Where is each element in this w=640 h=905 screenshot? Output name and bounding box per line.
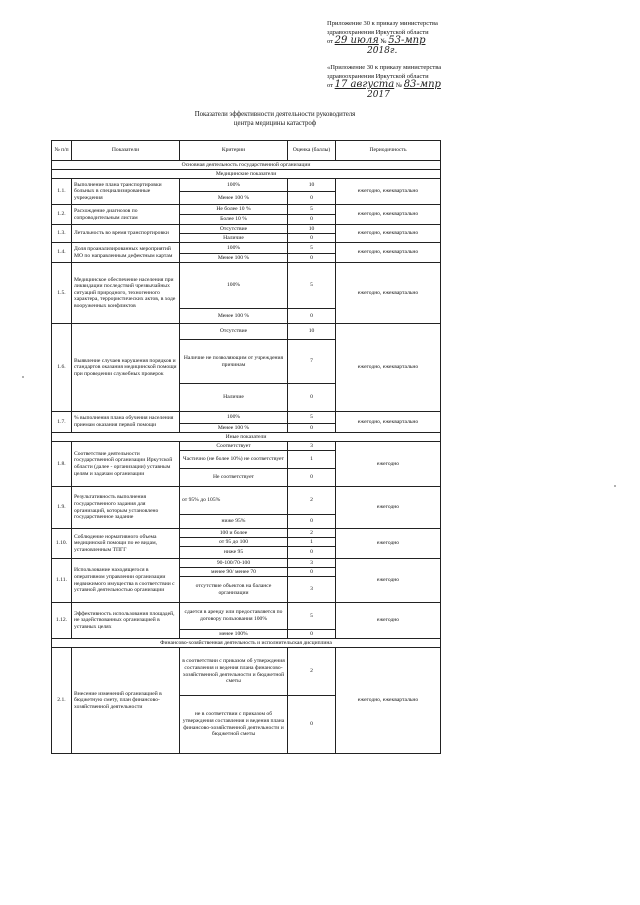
document-title <box>130 110 420 128</box>
periodicity: ежегодно, ежеквартально <box>336 225 441 243</box>
table-row <box>52 648 441 696</box>
criterion: сдается в аренду или предоставляется по договору пользования 100% <box>180 603 288 630</box>
score: 3 <box>288 442 336 451</box>
score: 5 <box>288 243 336 254</box>
criterion: ниже 95 <box>180 547 288 559</box>
criterion: 100% <box>180 263 288 309</box>
criterion: Менее 100 % <box>180 309 288 324</box>
periodicity: ежегодно, ежеквартально <box>336 648 441 754</box>
order-reference-new <box>327 20 517 56</box>
header-line: здравоохранения Иркутской области <box>327 72 429 80</box>
score: 10 <box>288 225 336 234</box>
table-row <box>52 205 441 215</box>
periodicity: ежегодно, ежеквартально <box>336 179 441 205</box>
scan-speck <box>614 485 616 487</box>
row-number: 1.3. <box>52 225 72 243</box>
criterion: Более 10 % <box>180 215 288 225</box>
row-number: 1.4. <box>52 243 72 263</box>
column-header: Периодичность <box>336 141 441 161</box>
column-header: Оценка (баллы) <box>288 141 336 161</box>
table-row <box>52 603 441 630</box>
score: 0 <box>288 696 336 754</box>
indicator-name: Эффективность использования площадей, не задействованных организацией в уставных целях <box>72 603 180 639</box>
table-row <box>52 442 441 451</box>
scan-speck <box>22 376 24 378</box>
criterion: Наличие <box>180 384 288 412</box>
table-row <box>52 412 441 424</box>
title-line: центра медицины катастроф <box>233 120 317 127</box>
criterion: Менее 100 % <box>180 254 288 263</box>
table-header-row <box>52 141 441 161</box>
indicator-name: % выполнения плана обучения населения приемам оказания первой помощи <box>72 412 180 433</box>
section-heading: Основная деятельность государственной организации <box>52 161 441 170</box>
periodicity: ежегодно, ежеквартально <box>336 324 441 412</box>
row-number: 1.11. <box>52 559 72 603</box>
indicators-table <box>51 140 441 754</box>
indicator-name: Летальность во время транспортировки <box>72 225 180 243</box>
criterion: 90-100/70-100 <box>180 559 288 568</box>
score: 3 <box>288 559 336 568</box>
indicator-name: Соблюдение нормативного объема медицинской помощи по ее видам, установленным ТПГГ <box>72 529 180 559</box>
score: 2 <box>288 487 336 515</box>
criterion: Наличие <box>180 234 288 243</box>
score: 10 <box>288 179 336 192</box>
score: 0 <box>288 234 336 243</box>
criterion: Частично (не более 10%) не соответствует <box>180 451 288 469</box>
table-row <box>52 263 441 309</box>
indicator-name: Внесение изменений организацией в бюджетную смету, план финансово-хозяйственной деятельности <box>72 648 180 754</box>
indicator-name: Доля проанализированных мероприятий МО по направленным дефектным картам <box>72 243 180 263</box>
subsection-heading: Иные показатели <box>52 433 441 442</box>
criterion: от 95 до 100 <box>180 538 288 547</box>
criterion: 100% <box>180 179 288 192</box>
criterion: Менее 100 % <box>180 424 288 433</box>
criterion: Отсутствие <box>180 225 288 234</box>
header-line: Приложение 30 к приказу министерства <box>327 20 438 27</box>
score: 2 <box>288 529 336 538</box>
indicator-name: Соответствие деятельности государственной организации Иркутской области (далее - организации) уставным целям и задачам организации <box>72 442 180 487</box>
criterion: Не более 10 % <box>180 205 288 215</box>
periodicity: ежегодно <box>336 442 441 487</box>
criterion: в соответствии с приказом об утверждения составления и ведения плана финансово-хозяйственной деятельности и бюджетной сметы <box>180 648 288 696</box>
table-row <box>52 324 441 340</box>
score: 5 <box>288 412 336 424</box>
handwritten-number: 83-мпр <box>403 79 441 90</box>
score: 0 <box>288 630 336 639</box>
header-line: здравоохранения Иркутской области <box>327 28 429 36</box>
indicator-name: Расхождение диагнозов по сопроводительным листам <box>72 205 180 225</box>
row-number: 1.8. <box>52 442 72 487</box>
criterion: Отсутствие <box>180 324 288 340</box>
score: 1 <box>288 538 336 547</box>
criterion: от 95% до 105% <box>180 487 288 515</box>
handwritten-date: 17 августа <box>334 79 395 90</box>
row-number: 2.1. <box>52 648 72 754</box>
periodicity: ежегодно, ежеквартально <box>336 263 441 324</box>
row-number: 1.5. <box>52 263 72 324</box>
row-number: 1.6. <box>52 324 72 412</box>
score: 0 <box>288 254 336 263</box>
indicator-name: Выявление случаев нарушения порядков и стандартов оказания медицинской помощи при проведении служебных проверок <box>72 324 180 412</box>
handwritten-year: 2018г. <box>367 45 398 56</box>
score: 1 <box>288 451 336 469</box>
periodicity: ежегодно <box>336 487 441 529</box>
score: 0 <box>288 309 336 324</box>
criterion: 100% <box>180 243 288 254</box>
score: 5 <box>288 205 336 215</box>
criterion: Не соответствует <box>180 469 288 487</box>
indicator-name: Использование находящегося в оперативном управлении организации недвижимого имущества в соответствии с уставной деятельностью организации <box>72 559 180 603</box>
handwritten-year: 2017 <box>367 89 390 100</box>
row-number: 1.7. <box>52 412 72 433</box>
criterion: Наличие не позволяющим от учреждения причинам <box>180 340 288 384</box>
table-row <box>52 487 441 515</box>
title-line: Показатели эффективности деятельности руководителя <box>194 111 356 118</box>
header-date-line: от 29 июля № 53-мпр <box>327 35 426 46</box>
table-row <box>52 529 441 538</box>
criterion: ниже 95% <box>180 515 288 529</box>
score: 0 <box>288 469 336 487</box>
periodicity: ежегодно, ежеквартально <box>336 243 441 263</box>
score: 0 <box>288 568 336 577</box>
criterion: Менее 100 % <box>180 192 288 205</box>
indicator-name: Результативность выполнения государственного задания для организаций, которым установлено государственное задание <box>72 487 180 529</box>
handwritten-date: 29 июля <box>334 35 379 46</box>
score: 0 <box>288 547 336 559</box>
order-reference-old <box>327 64 517 100</box>
column-header: Показатели <box>72 141 180 161</box>
row-number: 1.9. <box>52 487 72 529</box>
row-number: 1.2. <box>52 205 72 225</box>
header-line: «Приложение 30 к приказу министерства <box>327 64 442 71</box>
table-row <box>52 559 441 568</box>
score: 0 <box>288 192 336 205</box>
column-header: № п/п <box>52 141 72 161</box>
row-number: 1.12. <box>52 603 72 639</box>
periodicity: ежегодно <box>336 603 441 639</box>
score: 3 <box>288 577 336 603</box>
score: 5 <box>288 263 336 309</box>
table-row <box>52 225 441 234</box>
criterion: Соответствует <box>180 442 288 451</box>
score: 10 <box>288 324 336 340</box>
section-heading: Финансово-хозяйственная деятельность и исполнительская дисциплина <box>52 639 441 648</box>
column-header: Критерии <box>180 141 288 161</box>
indicator-name: Медицинское обеспечение населения при ликвидации последствий чрезвычайных ситуаций природного, техногенного характера, террористических актов, в ходе вооруженных конфликтов <box>72 263 180 324</box>
criterion: менее 90/ менее 70 <box>180 568 288 577</box>
criterion: менее 100% <box>180 630 288 639</box>
score: 0 <box>288 424 336 433</box>
handwritten-number: 53-мпр <box>388 35 426 46</box>
score: 0 <box>288 384 336 412</box>
table-row <box>52 243 441 254</box>
score: 0 <box>288 215 336 225</box>
criterion: 100 и более <box>180 529 288 538</box>
subsection-heading: Медицинские показатели <box>52 170 441 179</box>
score: 2 <box>288 648 336 696</box>
header-date-line: от 17 августа № 83-мпр <box>327 79 441 90</box>
criterion: 100% <box>180 412 288 424</box>
row-number: 1.1. <box>52 179 72 205</box>
periodicity: ежегодно, ежеквартально <box>336 412 441 433</box>
criterion: не в соответствии с приказом об утверждения составления и ведения плана финансово-хозяйственной деятельности и бюджетной сметы <box>180 696 288 754</box>
table-row <box>52 179 441 192</box>
score: 5 <box>288 603 336 630</box>
periodicity: ежегодно <box>336 559 441 603</box>
score: 0 <box>288 515 336 529</box>
row-number: 1.10. <box>52 529 72 559</box>
score: 7 <box>288 340 336 384</box>
periodicity: ежегодно <box>336 529 441 559</box>
indicator-name: Выполнение плана транспортировки больных в специализированные учреждения <box>72 179 180 205</box>
periodicity: ежегодно, ежеквартально <box>336 205 441 225</box>
criterion: отсутствие объектов на балансе организации <box>180 577 288 603</box>
